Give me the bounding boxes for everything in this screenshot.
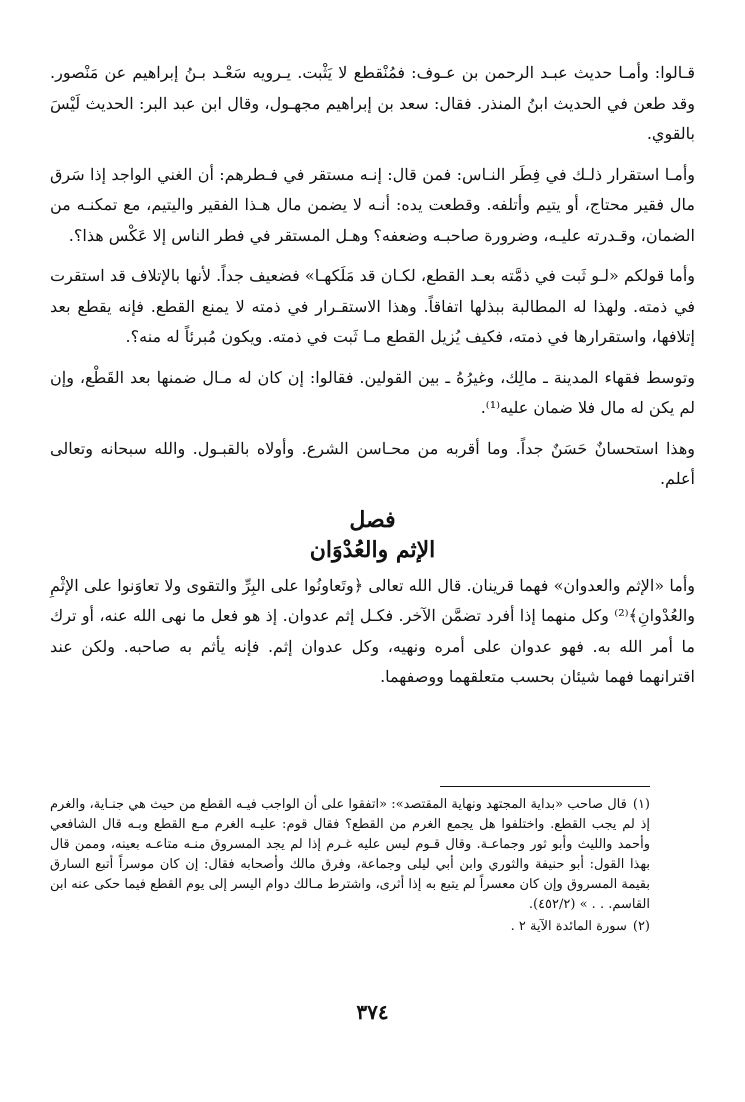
paragraph-ibn-awf-hadith: قـالوا: وأمـا حديث عبـد الرحمن بن عـوف: فمُنْقطع لا يَثْبت. يـرويه سَعْـد بـنُ إبراهيم عن مَنْصور. وقد طعن في الحديث ابنُ المنذر. فقال: سعد بن إبراهيم مجهـول، وقال ابن عبد البر: الحديث لَيْسَ بالقوي. [50, 63, 695, 143]
paragraph-good-preference: وهذا استحسانٌ حَسَنٌ جداً. وما أقربه من محـاسن الشرع. وأولاه بالقبـول. والله سبحانه وتعالى أعلم. [50, 438, 695, 488]
section-label: فصل [349, 506, 396, 533]
paragraph-madinah-jurists: وتوسط فقهاء المدينة ـ مالِك، وغيرُهُ ـ بين القولين. فقالوا: إن كان له مـال ضمنها بعد القَطْع، وإن لم يكن له مال فلا ضمان عليه⁽¹⁾. [50, 367, 695, 417]
page-number: ٣٧٤ [356, 1000, 389, 1024]
footnote-2 [50, 917, 650, 937]
body-text [50, 58, 695, 703]
paragraph-established-in-liability: وأما قولكم «لـو ثَبت في ذمَّته بعـد القطع، لكـان قد مَلَكهـا» فضعيف جداً. لأنها بالإتلاف قد استقرت في ذمته. ولهذا له المطالبة ببذلها اتفاقاً. وهذا الاستقـرار في ذمته لا يمنع القطع. فإنه يقطع بعد إتلافها، واستقرارها في ذمته، فكيف يُزيل القطع مـا ثَبت في ذمته. ويكون مُبرئاً له منه؟. [50, 266, 695, 346]
footnote-text: قال صاحب «بداية المجتهد ونهاية المقتصد»: «اتفقوا على أن الواجب فيـه القطع من حيث هي جنـاية، والغرم إذ لم يجب القطع. واختلفوا هل يجمع الغرم من القطع؟ فقال قوم: عليـه الغرم مـع القطع وبـه قال الشافعي وأحمد والليث وأبو ثور وجماعـة. وقال قـوم ليس عليه غـرم إذا لم يجد المسروق منـه متاعـه بعينه، وممن قال بهذا القول: أبو حنيفة والثوري وابن أبي ليلى وجماعة، وفرق مالك وأصحابه فقال: إن كان موسراً أتبع السارق بقيمة المسروق وإن كان معسراً لم يتبع به إذا أثرى، واشترط مـالك دوام اليسر إلى يوم القطع فيما حكى عنه ابن القاسم. . . » (٤٥٢/٢). [50, 797, 650, 912]
paragraph-sin-and-transgression: وأما «الإثم والعدوان» فهما قرينان. قال الله تعالى ﴿وتَعاونُوا على البِرِّ والتقوى ولا تعاوَنوا على الإثْمِ والعُدْوانِ﴾⁽²⁾ وكل منهما إذا أفرد تضمَّن الآخر. فكـل إثم عدوان. إذ هو فعل ما نهى الله عنه، أو ترك ما أمر الله به. فهو عدوان على أمره ونهيه، وكل عدوان إثم. فإنه يأثم به صاحبه. ولكن عند اقترانهما فهما شيئان بحسب متعلقهما ووصفهما. [50, 575, 696, 686]
section-heading [50, 505, 695, 565]
footnote-1 [50, 795, 650, 915]
paragraph-natural-disposition: وأمـا استقرار ذلـك في فِطَر النـاس: فمن قال: إنـه مستقر في فـطرهم: أن الغني الواجد إذا سَرق مال فقير محتاج، أو يتيم وأتلفه. وقطعت يده: أنـه لا يضمن مال هـذا الفقير واليتيم، مع تمكنـه من الضمان، وقـدرته عليـه، وضرورة صاحبـه وضعفه؟ وهـل المستقر في فطر الناس إلا عَكْس هذا؟. [50, 164, 696, 245]
footnote-number: (١) [632, 797, 650, 812]
section-title: الإثم والعُدْوَان [309, 536, 436, 563]
footnote-number: (٢) [632, 919, 650, 934]
footnote-text: سورة المائدة الآية ٢ . [510, 919, 627, 934]
footnotes [50, 795, 650, 939]
footnote-divider [440, 786, 650, 787]
